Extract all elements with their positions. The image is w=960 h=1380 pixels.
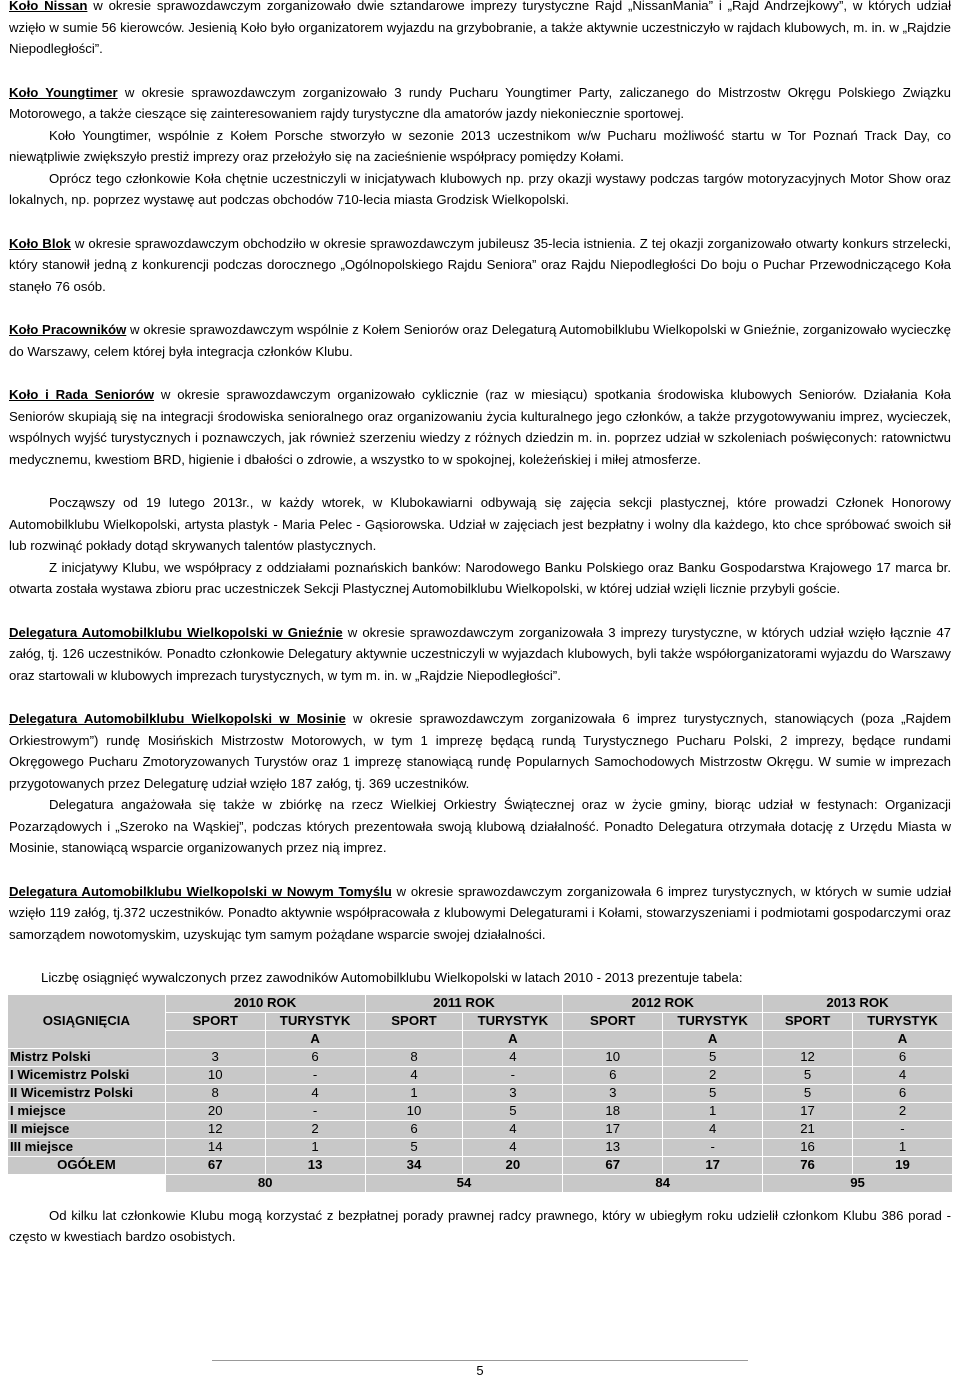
table-cell: 5 (763, 1066, 853, 1084)
table-cell: 67 (563, 1156, 663, 1174)
header-year: 2013 ROK (763, 994, 953, 1012)
table-row (8, 1138, 953, 1156)
table-cell: 6 (852, 1048, 952, 1066)
table-cell: 3 (563, 1084, 663, 1102)
header-turystyka: TURYSTYK (265, 1012, 365, 1030)
table-cell: 13 (265, 1156, 365, 1174)
achievements-table (7, 994, 953, 1193)
table-total-row (8, 1156, 953, 1174)
table-cell: 16 (763, 1138, 853, 1156)
header-year: 2011 ROK (365, 994, 563, 1012)
paragraph-youngtimer-inicjatywy: Oprócz tego członkowie Koła chętnie uczestniczyli w inicjatywach klubowych np. przy okazji wystawy podczas targów motoryzacyjnych Motor Show oraz lokalnych, np. poprzez wystawę aut podczas obchodów 710-lecia miasta Grodzisk Wielkopolski. (9, 170, 951, 207)
table-cell: 5 (365, 1138, 463, 1156)
row-label: II miejsce (8, 1120, 166, 1138)
header-sport: SPORT (563, 1012, 663, 1030)
paragraph-kolo-pracownikow: Koło Pracowników w okresie sprawozdawczym wspólnie z Kołem Seniorów oraz Delegaturą Automobilklubu Wielkopolski w Gnieźnie, zorganizowało wycieczkę do Warszawy, celem której była integracja członków Klubu. (9, 322, 951, 359)
table-cell: 12 (165, 1120, 265, 1138)
heading-kolo-blok: Koło Blok (9, 235, 71, 251)
table-cell: 6 (852, 1084, 952, 1102)
table-cell: 2 (663, 1066, 763, 1084)
table-cell: 17 (763, 1102, 853, 1120)
table-cell: 8 (165, 1084, 265, 1102)
table-cell: 6 (563, 1066, 663, 1084)
table-cell: 2 (265, 1120, 365, 1138)
table-cell: - (265, 1102, 365, 1120)
table-cell: 21 (763, 1120, 853, 1138)
table-cell: 10 (563, 1048, 663, 1066)
paragraph-kolo-youngtimer: Koło Youngtimer w okresie sprawozdawczym zorganizowało 3 rundy Pucharu Youngtimer Party, zaliczanego do Mistrzostw Okręgu Polskiego Związku Motorowego, a także cieszące się zainteresowaniem rajdy turystyczne dla amatorów jazdy niekoniecznie sportowej. (9, 84, 951, 121)
heading-delegatura-mosina: Delegatura Automobilklubu Wielkopolski w Mosinie (9, 711, 346, 726)
table-cell: 3 (463, 1084, 563, 1102)
table-row (8, 1066, 953, 1084)
year-sum: 54 (365, 1174, 563, 1192)
document-page (9, 0, 951, 1248)
header-turystyka: TURYSTYK (663, 1012, 763, 1030)
paragraph-delegatura-mosina: Delegatura Automobilklubu Wielkopolski w Mosinie w okresie sprawozdawczym zorganizowała 6 imprez turystycznych, stanowiących (poza „Rajdem Orkiestrowym”) rundę Mosińskich Mistrzostw Motorowych, w tym 1 imprezę będącą rundą Turystycznego Pucharu Polski, 2 imprezy, będące rundami Okręgowego Pucharu Zmotoryzowanych Turystów oraz 1 imprezę stanowiącą rundę Popularnych Samochodowych Mistrzostw Okręgu. W sumie w imprezach przygotowanych przez Delegaturę udział wzięło 187 załóg, tj. 369 uczestników. (9, 711, 951, 791)
table-cell: 20 (165, 1102, 265, 1120)
table-cell: 34 (365, 1156, 463, 1174)
header-sport: SPORT (365, 1012, 463, 1030)
table-cell: 4 (463, 1048, 563, 1066)
row-label: I Wicemistrz Polski (8, 1066, 166, 1084)
table-cell: 1 (365, 1084, 463, 1102)
table-cell: 2 (852, 1102, 952, 1120)
heading-kolo-seniorow: Koło i Rada Seniorów (9, 387, 155, 402)
table-cell: 6 (265, 1048, 365, 1066)
header-osiagniecia: OSIĄGNIĘCIA (8, 994, 166, 1048)
paragraph-wystawa: Z inicjatywy Klubu, we współpracy z oddziałami poznańskich banków: Narodowego Banku Polskiego oraz Banku Gospodarstwa Krajowego 17 marca br. otwarta została wystawa zbioru prac uczestniczek Sekcji Plastycznej Automobilklubu Wielkopolski, w której udział wzięli licznie przybyli goście. (9, 559, 951, 596)
table-body (8, 1048, 953, 1156)
table-cell: 5 (663, 1084, 763, 1102)
table-row (8, 1102, 953, 1120)
table-cell: 18 (563, 1102, 663, 1120)
table-cell: 8 (365, 1048, 463, 1066)
paragraph-delegatura-gniezno: Delegatura Automobilklubu Wielkopolski w Gnieźnie w okresie sprawozdawczym zorganizowała 3 imprezy turystyczne, w których udział wzięło łącznie 47 załóg, tj. 126 uczestników. Ponadto członkowie Delegatury aktywnie uczestniczyli w wyjazdach klubowych, byli także współorganizatorami wyjazdu do Warszawy oraz startowali w klubowych imprezach turystycznych, w tym m. in. w „Rajdzie Niepodległości”. (9, 624, 952, 683)
row-label: II Wicemistrz Polski (8, 1084, 166, 1102)
table-row (8, 1048, 953, 1066)
table-cell: 1 (663, 1102, 763, 1120)
row-label: I miejsce (8, 1102, 166, 1120)
header-turystyka: TURYSTYK (463, 1012, 563, 1030)
table-cell: 10 (365, 1102, 463, 1120)
table-cell: 1 (265, 1138, 365, 1156)
table-cell: 14 (165, 1138, 265, 1156)
header-year: 2010 ROK (165, 994, 365, 1012)
table-row (8, 1084, 953, 1102)
table-cell: 4 (852, 1066, 952, 1084)
year-sum: 84 (563, 1174, 763, 1192)
header-turystyka-suffix: A (265, 1030, 365, 1048)
table-cell: 1 (852, 1138, 952, 1156)
table-cell: - (463, 1066, 563, 1084)
table-cell: 4 (365, 1066, 463, 1084)
heading-delegatura-gniezno: Delegatura Automobilklubu Wielkopolski w Gnieźnie (9, 624, 343, 640)
header-year: 2012 ROK (563, 994, 763, 1012)
year-sum: 95 (763, 1174, 953, 1192)
table-cell: 67 (165, 1156, 265, 1174)
paragraph-youngtimer-porsche: Koło Youngtimer, wspólnie z Kołem Porsche stworzyło w sezonie 2013 uczestnikom w/w Pucharu możliwość startu w Tor Poznań Track Day, co niewątpliwie zwiększyło prestiż imprezy oraz przełożyło się na zacieśnienie współpracy pomiędzy Kołami. (9, 127, 951, 164)
table-cell: 4 (463, 1120, 563, 1138)
total-label: OGÓŁEM (8, 1156, 166, 1174)
table-cell: 4 (663, 1120, 763, 1138)
paragraph-porady-prawne: Od kilku lat członkowie Klubu mogą korzystać z bezpłatnej porady prawnej radcy prawnego, który w ubiegłym roku udzielił członkom Klubu 386 porad - często w kwestiach bardzo osobistych. (9, 1207, 951, 1244)
table-cell: 4 (463, 1138, 563, 1156)
table-cell: - (852, 1120, 952, 1138)
table-header-row (8, 994, 953, 1012)
table-cell: 6 (365, 1120, 463, 1138)
table-cell: 19 (852, 1156, 952, 1174)
row-label: Mistrz Polski (8, 1048, 166, 1066)
page-number: 5 (476, 1363, 484, 1378)
footer-divider (212, 1360, 748, 1361)
table-cell: - (663, 1138, 763, 1156)
table-cell: 5 (763, 1084, 853, 1102)
paragraph-kolo-nissan: Koło Nissan w okresie sprawozdawczym zorganizowało dwie sztandarowe imprezy turystyczne Rajd „NissanMania” i „Rajd Andrzejkowy”, w których udział wzięło w sumie 56 kierowców. Jesienią Koło było organizatorem wyjazdu na grzybobranie, a także aktywnie uczestniczyło w rajdach klubowych, m. in. w „Rajdzie Niepodległości”. (9, 0, 952, 56)
paragraph-mosina-wosp: Delegatura angażowała się także w zbiórkę na rzecz Wielkiej Orkiestry Świątecznej oraz w życie gminy, biorąc udział w festynach: Organizacji Pozarządowych i „Szeroko na Wąskiej”, podczas których prezentowała swoją klubową działalność. Ponadto Delegatura otrzymała dotację z Urzędu Miasta w Mosinie, stanowiącą wsparcie organizowanych przez nią imprez. (9, 797, 951, 855)
header-turystyka-suffix: A (463, 1030, 563, 1048)
header-turystyka-suffix: A (852, 1030, 952, 1048)
paragraph-sekcja-plastyczna: Począwszy od 19 lutego 2013r., w każdy wtorek, w Klubokawiarni odbywają się zajęcia sekcji plastycznej, które prowadzi Członek Honorowy Automobilklubu Wielkopolski, artysta plastyk - Maria Pelec - Gąsiorowska. Udział w zajęciach jest bezpłatny i wolny dla każdego, kto chce spróbować swoich sił lub rozwinąć pokłady dotąd skrywanych talentów plastycznych. (9, 495, 951, 553)
year-sum: 80 (165, 1174, 365, 1192)
table-cell: 76 (763, 1156, 853, 1174)
heading-kolo-youngtimer: Koło Youngtimer (9, 84, 118, 100)
paragraph-kolo-blok: Koło Blok w okresie sprawozdawczym obchodziło w okresie sprawozdawczym jubileusz 35-lecia istnienia. Z tej okazji zorganizowało otwarty konkurs strzelecki, który stanowił jedną z konkurencji podczas dorocznego „Ogólnopolskiego Rajdu Seniora” oraz Rajdu Niepodległości Do boju o Puchar Przewodniczącego Koła stanęło 76 osób. (9, 235, 952, 294)
table-cell: - (265, 1066, 365, 1084)
heading-kolo-nissan: Koło Nissan (9, 0, 88, 13)
row-label: III miejsce (8, 1138, 166, 1156)
header-sport: SPORT (763, 1012, 853, 1030)
table-cell: 13 (563, 1138, 663, 1156)
table-cell: 3 (165, 1048, 265, 1066)
heading-delegatura-nowy-tomysl: Delegatura Automobilklubu Wielkopolski w Nowym Tomyślu (9, 883, 392, 899)
header-turystyka-suffix: A (663, 1030, 763, 1048)
table-cell: 17 (563, 1120, 663, 1138)
paragraph-delegatura-nowy-tomysl: Delegatura Automobilklubu Wielkopolski w Nowym Tomyślu w okresie sprawozdawczym zorganizowała 6 imprez turystycznych, w których w sumie udział wzięło 119 załóg, tj.372 uczestników. Ponadto aktywnie współpracowała z klubowymi Delegaturami i Kołami, stowarzyszeniami i podmiotami gospodarczymi oraz samorządem nowotomyskim, uzyskując tym samym pożądane wsparcie swojej działalności. (9, 883, 952, 942)
heading-kolo-pracownikow: Koło Pracowników (9, 322, 127, 337)
header-turystyka: TURYSTYK (852, 1012, 952, 1030)
table-cell: 5 (463, 1102, 563, 1120)
table-sum-row (8, 1174, 953, 1192)
table-cell: 4 (265, 1084, 365, 1102)
header-sport: SPORT (165, 1012, 265, 1030)
table-row (8, 1120, 953, 1138)
table-cell: 12 (763, 1048, 853, 1066)
table-cell: 20 (463, 1156, 563, 1174)
paragraph-kolo-seniorow: Koło i Rada Seniorów w okresie sprawozdawczym organizowało cyklicznie (raz w miesiącu) spotkania środowiska klubowych Seniorów. Działania Koła Seniorów skupiają się na integracji środowiska senioralnego oraz organizowaniu życia kulturalnego jego członków, a także przygotowywaniu imprez, wycieczek, wspólnych wyjść turystycznych i poznawczych, jak również szerzeniu wiedzy z różnych dziedzin m. in. poprzez udział w szkoleniach poświęconych: ratownictwu medycznemu, kwestiom BRD, higienie i dbałości o zdrowie, a wszystko to w spokojnej, koleżeńskiej i miłej atmosferze. (9, 387, 951, 467)
table-cell: 10 (165, 1066, 265, 1084)
table-cell: 17 (663, 1156, 763, 1174)
table-intro: Liczbę osiągnięć wywalczonych przez zawodników Automobilklubu Wielkopolski w latach 2010 - 2013 prezentuje tabela: (41, 970, 743, 985)
table-cell: 5 (663, 1048, 763, 1066)
